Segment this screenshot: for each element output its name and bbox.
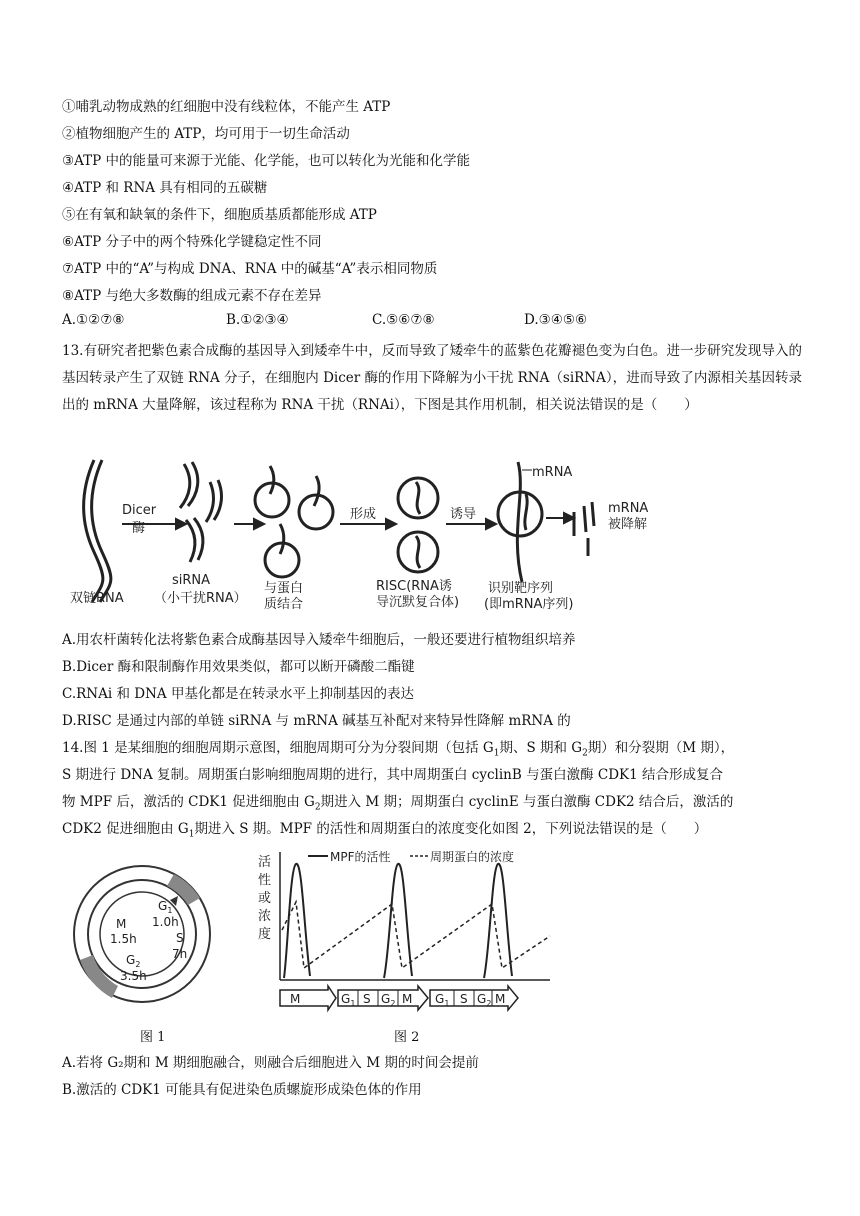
statement-4: ④ATP 和 RNA 具有相同的五碳糖 (62, 180, 268, 196)
label-mrna: mRNA (532, 465, 573, 480)
phase-label-4: $G_2$ (381, 992, 396, 1008)
phase-label-2: $G_1$ (341, 992, 356, 1008)
q14-stem-line-4: CDK2 促进细胞由 $G_1$期进入 S 期。MPF 的活性和周期蛋白的浓度变化如图 2，下列说法错误的是（ ） (62, 821, 708, 840)
q13-option-b[interactable]: B.Dicer 酶和限制酶作用效果类似，都可以断开磷酸二酯键 (62, 659, 415, 675)
q14-option-b[interactable]: B.激活的 CDK1 可能具有促进染色质螺旋形成染色体的作用 (62, 1082, 422, 1098)
label-risc-2: 导沉默复合体) (376, 595, 460, 610)
fig2-ylabel-5: 度 (258, 927, 272, 942)
q14-stem-line-1: 14.图 1 是某细胞的细胞周期示意图，细胞周期可分为分裂间期（包括 $G_1$期、S 期和 $G_2$期）和分裂期（M 期）， (62, 740, 735, 759)
phase-label-6: $G_1$ (435, 992, 450, 1008)
q13-option-d[interactable]: D.RISC 是通过内部的单链 siRNA 与 mRNA 碱基互补配对来特异性降解 mRNA 的 (62, 713, 571, 729)
q12-options (62, 312, 762, 332)
legend-cyclin-concentration: 周期蛋白的浓度 (430, 850, 515, 864)
label-form: 形成 (350, 507, 377, 522)
phase-label-5: M (402, 992, 413, 1006)
label-sirna: siRNA (172, 573, 211, 588)
g2-phase-band (80, 955, 118, 998)
label-dsrna: 双链RNA (70, 591, 124, 606)
fig2-ylabel-1: 活 (258, 855, 272, 870)
statement-2: ②植物细胞产生的 ATP，均可用于一切生命活动 (62, 126, 350, 142)
label-dicer: Dicer (122, 503, 157, 518)
fig1-m: M (116, 917, 127, 931)
label-protein-1: 与蛋白 (264, 581, 304, 596)
q13-option-a[interactable]: A.用农杆菌转化法将紫色素合成酶基因导入矮牵牛细胞后，一般还要进行植物组织培养 (62, 632, 576, 648)
fig2-ylabel-4: 浓 (258, 909, 272, 924)
statement-6: ⑥ATP 分子中的两个特殊化学键稳定性不同 (62, 234, 322, 250)
fig2-ylabel-3: 或 (258, 891, 272, 906)
mpf-cyclin-figure-2 (252, 848, 562, 1024)
label-recognize-1: 识别靶序列 (488, 581, 554, 596)
fig1-g2: $G_2$ (126, 953, 141, 969)
statement-8: ⑧ATP 与绝大多数酶的组成元素不存在差异 (62, 288, 322, 304)
q13-stem: 13.有研究者把紫色素合成酶的基因导入到矮牵牛中，反而导致了矮牵牛的蓝紫色花瓣褪色变为白色。进一步研究发现导入的基因转录产生了双链 RNA 分子，在细胞内 Dicer 酶的作用下降解为小干扰 RNA（siRNA），进而导致了内源相关基因转录出的 mRNA 大量降解，该过程称为 RNA 干扰（RNAi），下图是其作用机制，相关说法错误的是（ ） (62, 343, 802, 413)
q12-option-d[interactable]: D.③④⑤⑥ (524, 312, 588, 328)
statement-5: ⑤在有氧和缺氧的条件下，细胞质基质都能形成 ATP (62, 207, 377, 223)
phase-label-3: S (363, 992, 371, 1006)
label-protein-2: 质结合 (264, 597, 304, 612)
rnai-mechanism-diagram (64, 452, 704, 612)
label-sirna-note: （小干扰RNA） (154, 591, 247, 606)
fig1-g1-time: 1.0h (152, 915, 179, 929)
fig1-s-time: 7h (172, 947, 188, 961)
statement-7: ⑦ATP 中的“A”与构成 DNA、RNA 中的碱基“A”表示相同物质 (62, 261, 438, 277)
cell-cycle-figure-1 (72, 848, 222, 1018)
statement-1: ①哺乳动物成熟的红细胞中没有线粒体，不能产生 ATP (62, 99, 391, 115)
statement-3: ③ATP 中的能量可来源于光能、化学能，也可以转化为光能和化学能 (62, 153, 470, 169)
fig1-g2-time: 3.5h (120, 969, 147, 983)
phase-label-7: S (460, 992, 468, 1006)
q13-option-c[interactable]: C.RNAi 和 DNA 甲基化都是在转录水平上抑制基因的表达 (62, 686, 414, 702)
fig1-m-time: 1.5h (110, 932, 137, 946)
phase-label-8: $G_2$ (477, 992, 492, 1008)
q12-option-a[interactable]: A.①②⑦⑧ (62, 312, 125, 328)
q14-stem-line-2: S 期进行 DNA 复制。周期蛋白影响细胞周期的进行，其中周期蛋白 cyclinB 与蛋白激酶 CDK1 结合形成复合 (62, 767, 723, 783)
label-induce: 诱导 (450, 507, 477, 522)
fig2-ylabel-2: 性 (258, 873, 272, 888)
label-recognize-2: (即mRNA序列) (484, 597, 574, 612)
label-degraded-1: mRNA (608, 501, 649, 516)
q12-option-c[interactable]: C.⑤⑥⑦⑧ (372, 312, 435, 328)
phase-label-1: M (290, 992, 301, 1006)
q14-stem-line-3: 物 MPF 后，激活的 CDK1 促进细胞由 $G_2$期进入 M 期；周期蛋白 cyclinE 与蛋白激酶 CDK2 结合后，激活的 (62, 794, 734, 813)
label-enzyme: 酶 (132, 521, 146, 536)
q12-option-b[interactable]: B.①②③④ (226, 312, 289, 328)
q14-option-a[interactable]: A.若将 G₂期和 M 期细胞融合，则融合后细胞进入 M 期的时间会提前 (62, 1055, 479, 1071)
figure-2-caption: 图 2 (394, 1030, 420, 1045)
legend-mpf-activity: MPF的活性 (330, 850, 391, 864)
fig1-g1: $G_1$ (158, 899, 173, 915)
fig1-s: S (176, 931, 184, 945)
phase-label-9: M (495, 992, 506, 1006)
label-risc-1: RISC(RNA诱 (376, 579, 452, 594)
figure-1-caption: 图 1 (140, 1030, 166, 1045)
label-degraded-2: 被降解 (608, 517, 648, 532)
